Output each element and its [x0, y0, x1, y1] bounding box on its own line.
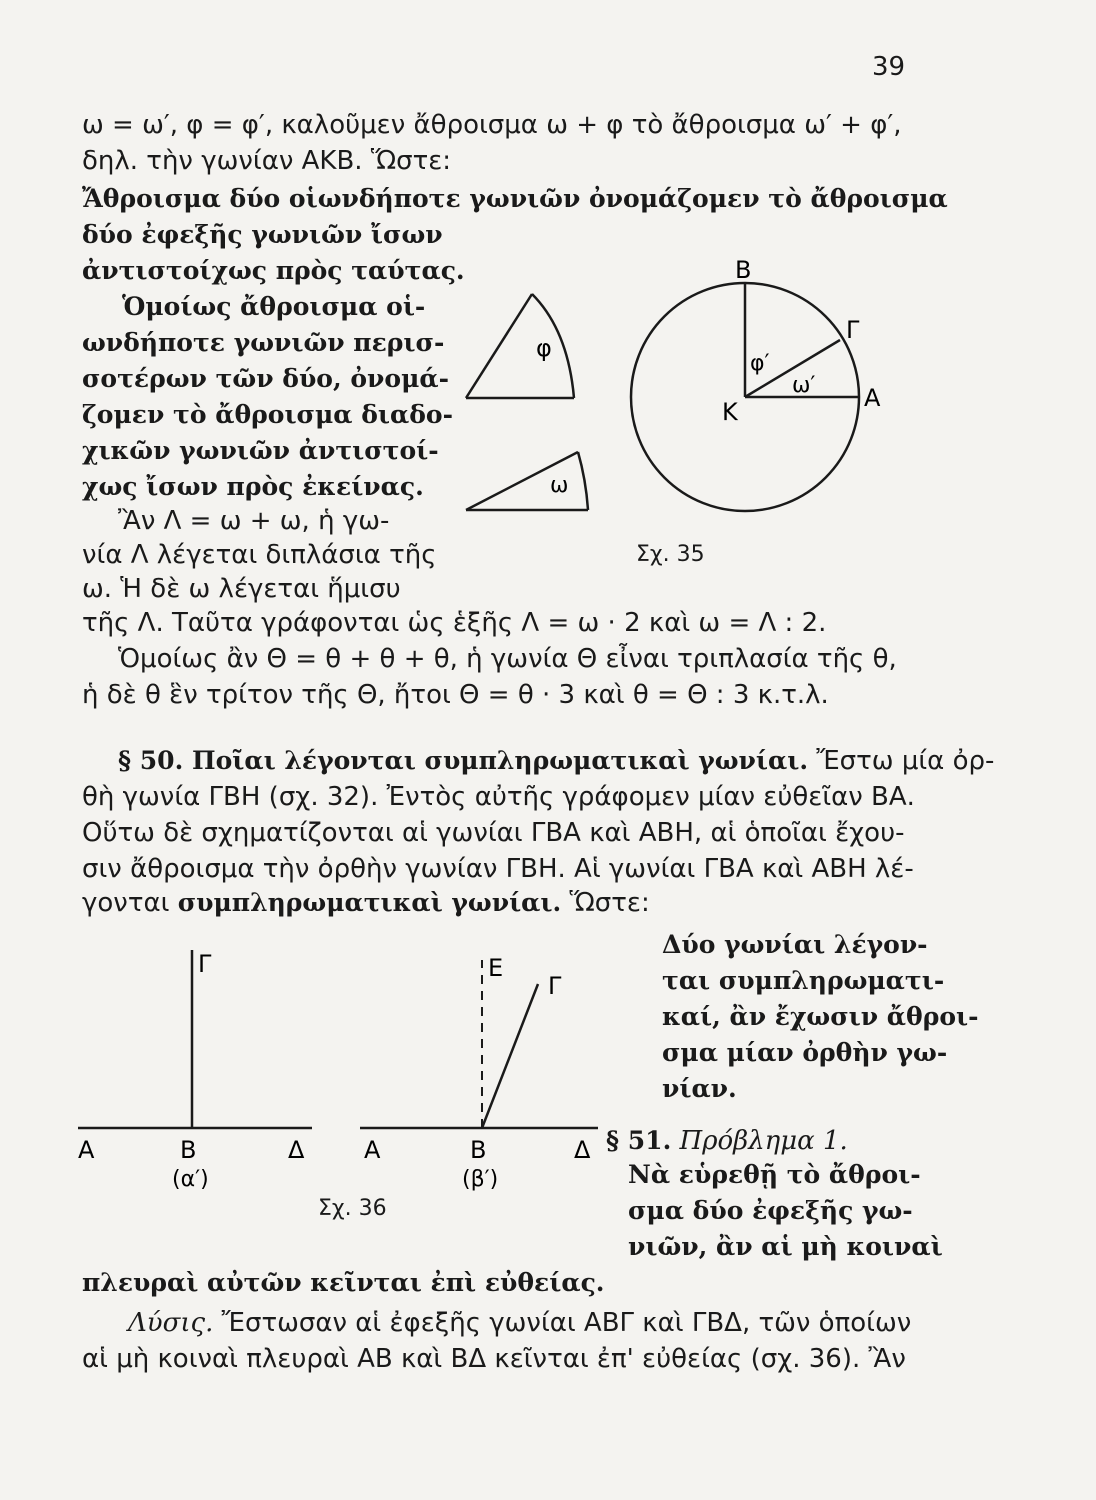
figure-36a-lines	[78, 950, 312, 1128]
definition-line: σμα μίαν ὀρθὴν γω-	[662, 1038, 948, 1067]
definition-line: ωνδήποτε γωνιῶν περισ-	[82, 328, 445, 357]
solution-label: Λύσις.	[128, 1308, 214, 1338]
phi-prime-label: φ′	[750, 351, 770, 376]
definition-line: χικῶν γωνιῶν ἀντιστοί-	[82, 436, 439, 465]
phi-label: φ	[536, 334, 552, 362]
problem-line: σμα δύο ἐφεξῆς γω-	[628, 1196, 913, 1225]
text-line: ω = ω′, φ = φ′, καλοῦμεν ἄθροισμα ω + φ τὸ ἄθροισμα ω′ + φ′,	[82, 110, 902, 140]
text-line: γονται συμπληρωματικαὶ γωνίαι. Ὥστε:	[82, 888, 650, 918]
text-line: Ἂν Λ = ω + ω, ἡ γω-	[118, 506, 390, 536]
text-line: ἡ δὲ θ ἓν τρίτον τῆς Θ, ἤτοι Θ = θ · 3 καὶ θ = Θ : 3 κ.τ.λ.	[82, 680, 829, 710]
problem-line: Νὰ εὑρεθῇ τὸ ἄθροι-	[628, 1160, 921, 1189]
definition-line: Δύο γωνίαι λέγον-	[662, 930, 928, 959]
definition-line: Ὁμοίως ἄθροισμα οἱ-	[122, 292, 426, 321]
point-g-label: Γ	[198, 950, 212, 978]
definition-line: ζομεν τὸ ἄθροισμα διαδο-	[82, 400, 453, 429]
point-a-label: Α	[78, 1136, 95, 1164]
figure-36b-lines	[360, 960, 598, 1128]
point-b-label: Β	[735, 256, 752, 284]
text-line: θὴ γωνία ΓΒΗ (σχ. 32). Ἐντὸς αὐτῆς γράφομεν μίαν εὐθεῖαν ΒΑ.	[82, 782, 915, 812]
text-line: Ὁμοίως ἂν Θ = θ + θ + θ, ἡ γωνία Θ εἶναι τριπλασία τῆς θ,	[118, 644, 897, 674]
point-g-label: Γ	[846, 316, 860, 344]
point-a-label: Α	[864, 384, 881, 412]
problem-line: νιῶν, ἂν αἱ μὴ κοιναὶ	[628, 1232, 943, 1261]
figure-36a-label: (α′)	[172, 1167, 209, 1192]
text-line: τῆς Λ. Ταῦτα γράφονται ὡς ἑξῆς Λ = ω · 2 καὶ ω = Λ : 2.	[82, 608, 827, 638]
problem-title: Πρόβλημα 1.	[679, 1126, 848, 1156]
definition-line: Ἄθροισμα δύο οἱωνδήποτε γωνιῶν ὀνομάζομεν τὸ ἄθροισμα	[82, 184, 948, 213]
point-d-label: Δ	[288, 1136, 305, 1164]
point-b-label: Β	[180, 1136, 197, 1164]
text-line: Οὕτω δὲ σχηματίζονται αἱ γωνίαι ΓΒΑ καὶ ΑΒΗ, αἱ ὁποῖαι ἔχου-	[82, 818, 905, 848]
point-g-label: Γ	[548, 972, 562, 1000]
definition-line: δύο ἐφεξῆς γωνιῶν ἴσων	[82, 220, 443, 249]
omega-prime-label: ω′	[792, 373, 816, 398]
definition-line: σοτέρων τῶν δύο, ὀνομά-	[82, 364, 449, 393]
text-line: ω. Ἡ δὲ ω λέγεται ἥμισυ	[82, 574, 401, 604]
figure-35-caption: Σχ. 35	[636, 542, 705, 567]
definition-line: ται συμπληρωματι-	[662, 966, 945, 995]
omega-label: ω	[550, 473, 569, 498]
solution-line: Λύσις. Ἔστωσαν αἱ ἐφεξῆς γωνίαι ΑΒΓ καὶ ΓΒΔ, τῶν ὁποίων	[128, 1308, 912, 1338]
definition-line: ἀντιστοίχως πρὸς ταύτας.	[82, 256, 465, 285]
section-50-heading: § 50. Ποῖαι λέγονται συμπληρωματικαὶ γωνίαι.	[118, 746, 809, 775]
point-d-label: Δ	[574, 1136, 591, 1164]
figure-36b-label: (β′)	[462, 1167, 499, 1192]
text-line: δηλ. τὴν γωνίαν ΑΚΒ. Ὥστε:	[82, 146, 452, 176]
definition-line: καί, ἂν ἔχωσιν ἄθροι-	[662, 1002, 979, 1031]
problem-line: πλευραὶ αὐτῶν κεῖνται ἐπὶ εὐθείας.	[82, 1268, 605, 1297]
definition-line: νίαν.	[662, 1074, 737, 1103]
point-b-label: Β	[470, 1136, 487, 1164]
text-line: αἱ μὴ κοιναὶ πλευραὶ ΑΒ καὶ ΒΔ κεῖνται ἐπ' εὐθείας (σχ. 36). Ἂν	[82, 1344, 906, 1374]
definition-line: χως ἴσων πρὸς ἐκείνας.	[82, 472, 424, 501]
section-51-heading: § 51.	[606, 1126, 672, 1155]
point-k-label: Κ	[722, 398, 738, 426]
section-50-line: § 50. Ποῖαι λέγονται συμπληρωματικαὶ γωνίαι. Ἔστω μία ὀρ-	[118, 746, 995, 776]
point-a-label: Α	[364, 1136, 381, 1164]
text-line: σιν ἄθροισμα τὴν ὀρθὴν γωνίαν ΓΒΗ. Αἱ γωνίαι ΓΒΑ καὶ ΑΒΗ λέ-	[82, 854, 914, 884]
page-number: 39	[872, 52, 906, 82]
figure-36-caption: Σχ. 36	[318, 1196, 387, 1221]
text-line: νία Λ λέγεται διπλάσια τῆς	[82, 540, 437, 570]
point-e-label: Ε	[488, 954, 504, 982]
